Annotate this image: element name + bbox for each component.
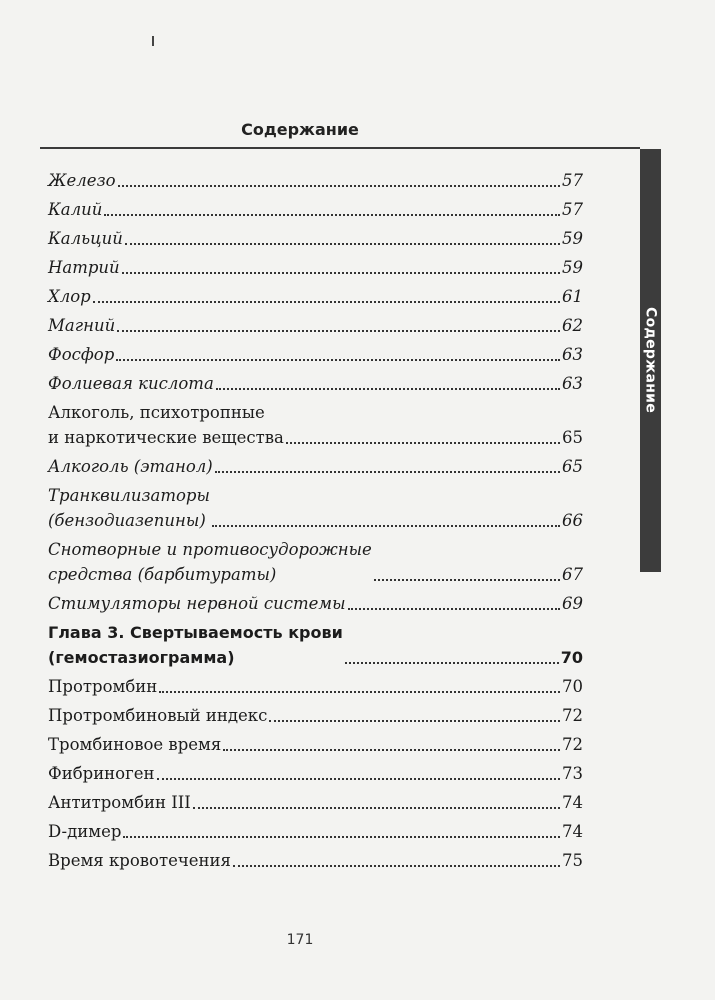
toc-entry — [48, 454, 583, 479]
toc-entry-page: 65 — [562, 428, 583, 447]
toc-entry — [48, 226, 583, 251]
toc-entry-page: 75 — [562, 851, 583, 870]
toc-entry-title: Алкоголь, психотропные и наркотические вещества — [48, 403, 284, 447]
toc-entry-page: 59 — [562, 229, 583, 248]
toc-entry-title: Фибриноген — [48, 764, 155, 783]
side-tab-label: Содержание — [642, 307, 659, 414]
toc-entry-page: 57 — [562, 200, 583, 219]
toc-entry-page: 57 — [562, 171, 583, 190]
toc-entry-title: Антитромбин III — [48, 793, 191, 812]
print-mark — [152, 36, 154, 46]
toc-entry — [48, 703, 583, 728]
dot-leader — [118, 185, 560, 187]
toc-entry-page: 69 — [562, 594, 583, 613]
toc-entry-title: Кальций — [48, 229, 123, 248]
toc-entry-title: D-димер — [48, 822, 122, 841]
dot-leader — [193, 807, 560, 809]
toc-entry-page: 72 — [562, 706, 583, 725]
dot-leader — [348, 608, 560, 610]
toc-entry — [48, 313, 583, 338]
dot-leader — [104, 214, 560, 216]
toc-entry — [48, 400, 583, 450]
toc-entry — [48, 197, 583, 222]
toc-entry-page: 63 — [562, 345, 583, 364]
dot-leader — [116, 359, 560, 361]
toc-entry-title: Стимуляторы нервной системы — [48, 594, 346, 613]
toc-entry-page: 73 — [562, 764, 583, 783]
toc-entry-page: 61 — [562, 287, 583, 306]
toc-entry-page: 70 — [560, 648, 583, 667]
toc-entry-title: Время кровотечения — [48, 851, 231, 870]
toc-entry — [48, 255, 583, 280]
dot-leader — [223, 749, 560, 751]
side-tab — [640, 149, 661, 572]
toc-entry-title: Алкоголь (этанол) — [48, 457, 213, 476]
toc-entry-title: Протромбиновый индекс — [48, 706, 268, 725]
dot-leader — [123, 836, 560, 838]
toc-entry-title: Глава 3. Свертываемость крови (гемостазиограмма) — [48, 623, 343, 667]
toc-entry-page: 59 — [562, 258, 583, 277]
toc-entry — [48, 284, 583, 309]
toc-entry-page: 67 — [562, 565, 583, 584]
toc-entry — [48, 483, 583, 533]
toc-entry-title: Магний — [48, 316, 116, 335]
toc-entry-title: Хлор — [48, 287, 91, 306]
toc-entry-title: Снотворные и противосудорожные средства (барбитураты) — [48, 540, 372, 584]
toc-entry-title: Натрий — [48, 258, 120, 277]
table-of-contents — [48, 168, 583, 877]
dot-leader — [215, 471, 560, 473]
toc-entry — [48, 342, 583, 367]
toc-entry-title: Фолиевая кислота — [48, 374, 214, 393]
dot-leader — [122, 272, 560, 274]
toc-entry — [48, 620, 583, 670]
toc-entry — [48, 819, 583, 844]
dot-leader — [374, 579, 560, 581]
toc-entry — [48, 790, 583, 815]
toc-entry-page: 74 — [562, 793, 583, 812]
toc-entry-page: 65 — [562, 457, 583, 476]
toc-entry-title: Тромбиновое время — [48, 735, 222, 754]
dot-leader — [286, 442, 560, 444]
toc-entry-page: 70 — [562, 677, 583, 696]
toc-entry — [48, 848, 583, 873]
toc-entry — [48, 371, 583, 396]
toc-entry-title: Транквилизаторы (бензодиазепины) — [48, 486, 210, 530]
toc-entry — [48, 537, 583, 587]
toc-entry-page: 63 — [562, 374, 583, 393]
page-number: 171 — [286, 932, 314, 948]
dot-leader — [159, 691, 560, 693]
dot-leader — [233, 865, 560, 867]
dot-leader — [216, 388, 560, 390]
dot-leader — [125, 243, 560, 245]
toc-entry — [48, 674, 583, 699]
dot-leader — [269, 720, 560, 722]
toc-entry-title: Калий — [48, 200, 103, 219]
page-title: Содержание — [241, 120, 359, 139]
dot-leader — [157, 778, 560, 780]
toc-entry-page: 72 — [562, 735, 583, 754]
dot-leader — [117, 330, 560, 332]
toc-entry-title: Железо — [48, 171, 116, 190]
dot-leader — [212, 525, 560, 527]
toc-entry — [48, 591, 583, 616]
toc-entry — [48, 168, 583, 193]
toc-entry-title: Протромбин — [48, 677, 158, 696]
toc-entry-page: 74 — [562, 822, 583, 841]
toc-entry — [48, 761, 583, 786]
dot-leader — [93, 301, 560, 303]
toc-entry-page: 62 — [562, 316, 583, 335]
dot-leader — [345, 662, 559, 664]
toc-entry-title: Фосфор — [48, 345, 115, 364]
toc-entry-page: 66 — [562, 511, 583, 530]
header-divider — [40, 147, 640, 149]
toc-entry — [48, 732, 583, 757]
